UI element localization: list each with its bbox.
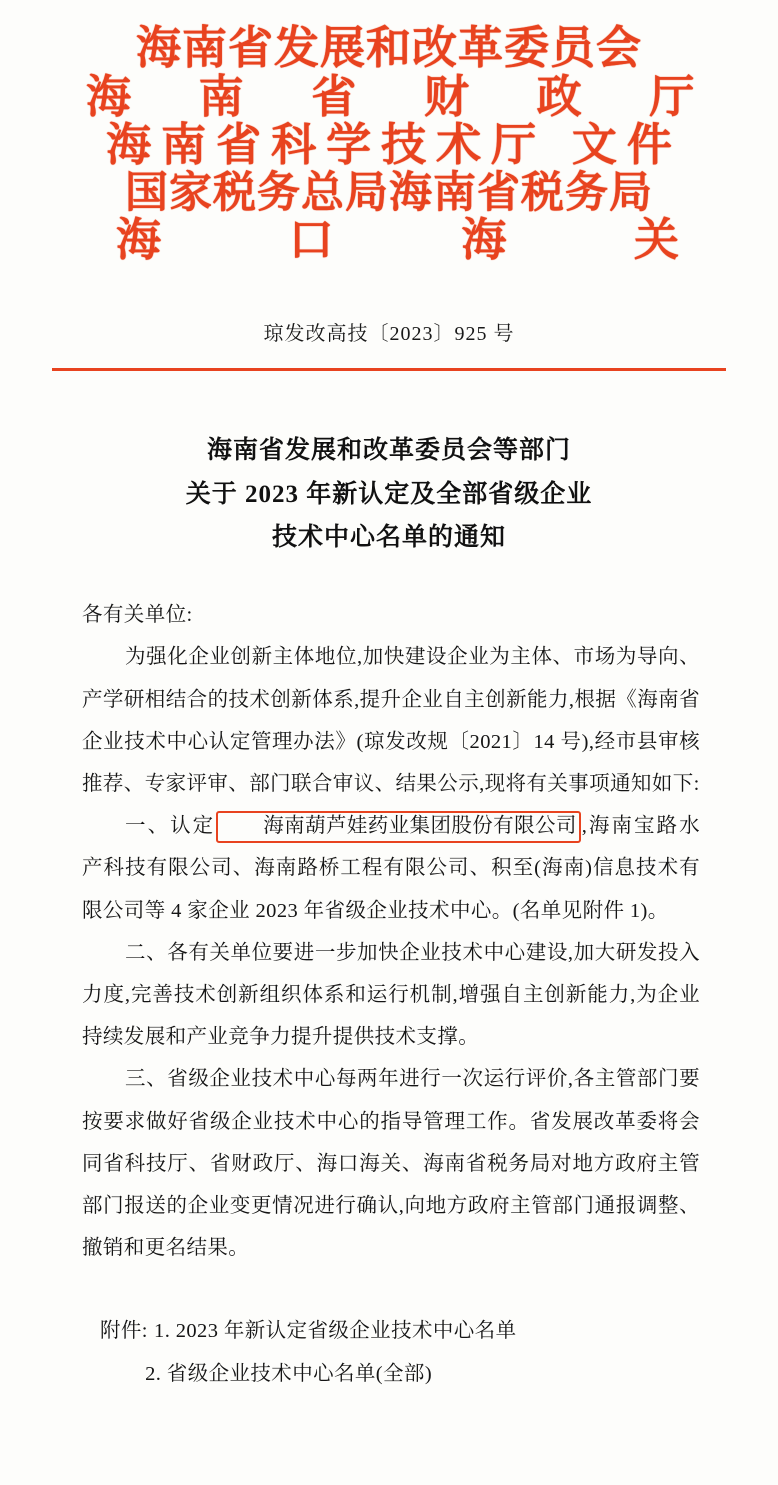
attachments-line-1 [100,1310,700,1353]
attachments-section [100,1310,700,1396]
attachment-item-2: 2. 省级企业技术中心名单(全部) [145,1362,433,1385]
masthead-line-4: 国家税务总局海南省税务局 [125,167,653,218]
attachments-label: 附件: [100,1319,148,1342]
title-line-3: 技术中心名单的通知 [271,524,506,552]
masthead-line-2: 海 南 省 财 政 厅 [86,69,721,123]
attachment-item-1: 1. 2023 年新认定省级企业技术中心名单 [154,1319,517,1342]
item-one-suffix: ,海南宝路水产科技有限公司、海南路桥工程有限公司、积至(海南)信息技术有限公司等 4 家企业 2023 年省级企业技术中心。(名单见附件 1)。 [82,815,700,922]
masthead [0,0,778,265]
paragraph-intro: 为强化企业创新主体地位,加快建设企业为主体、市场为导向、产学研相结合的技术创新体系,提升企业自主创新能力,根据《海南省企业技术中心认定管理办法》(琼发改规〔2021〕14 号),经市县审核推荐、专家评审、部门联合审议、结果公示,现将有关事项通知如下: [82,646,700,795]
title-line-1: 海南省发展和改革委员会等部门 [206,436,571,464]
document-body [82,594,700,1270]
salutation: 各有关单位: [82,604,193,627]
masthead-line-1: 海南省发展和改革委员会 [135,21,642,74]
highlighted-company-name: 海南葫芦娃药业集团股份有限公司 [216,811,581,843]
paragraph-item-three: 三、省级企业技术中心每两年进行一次运行评价,各主管部门要按要求做好省级企业技术中心的指导管理工作。省发展改革委将会同省科技厅、省财政厅、海口海关、海南省税务局对地方政府主管部门报送的企业变更情况进行确认,向地方政府主管部门通报调整、撤销和更名结果。 [82,1068,700,1260]
masthead-line-3: 海南省科学技术厅 文件 [106,118,682,172]
red-divider-rule [52,368,726,371]
masthead-line-5: 海 口 海 关 [116,213,735,267]
item-one-prefix: 一、认定 [125,815,216,838]
document-title [0,429,778,560]
document-number: 琼发改高技〔2023〕925 号 [263,322,515,345]
paragraph-item-two: 二、各有关单位要进一步加快企业技术中心建设,加大研发投入力度,完善技术创新组织体系和运行机制,增强自主创新能力,为企业持续发展和产业竞争力提升提供技术支撑。 [82,941,700,1049]
paragraph-item-one [82,805,700,932]
document-number-area [0,317,778,346]
title-line-2: 关于 2023 年新认定及全部省级企业 [185,480,593,508]
